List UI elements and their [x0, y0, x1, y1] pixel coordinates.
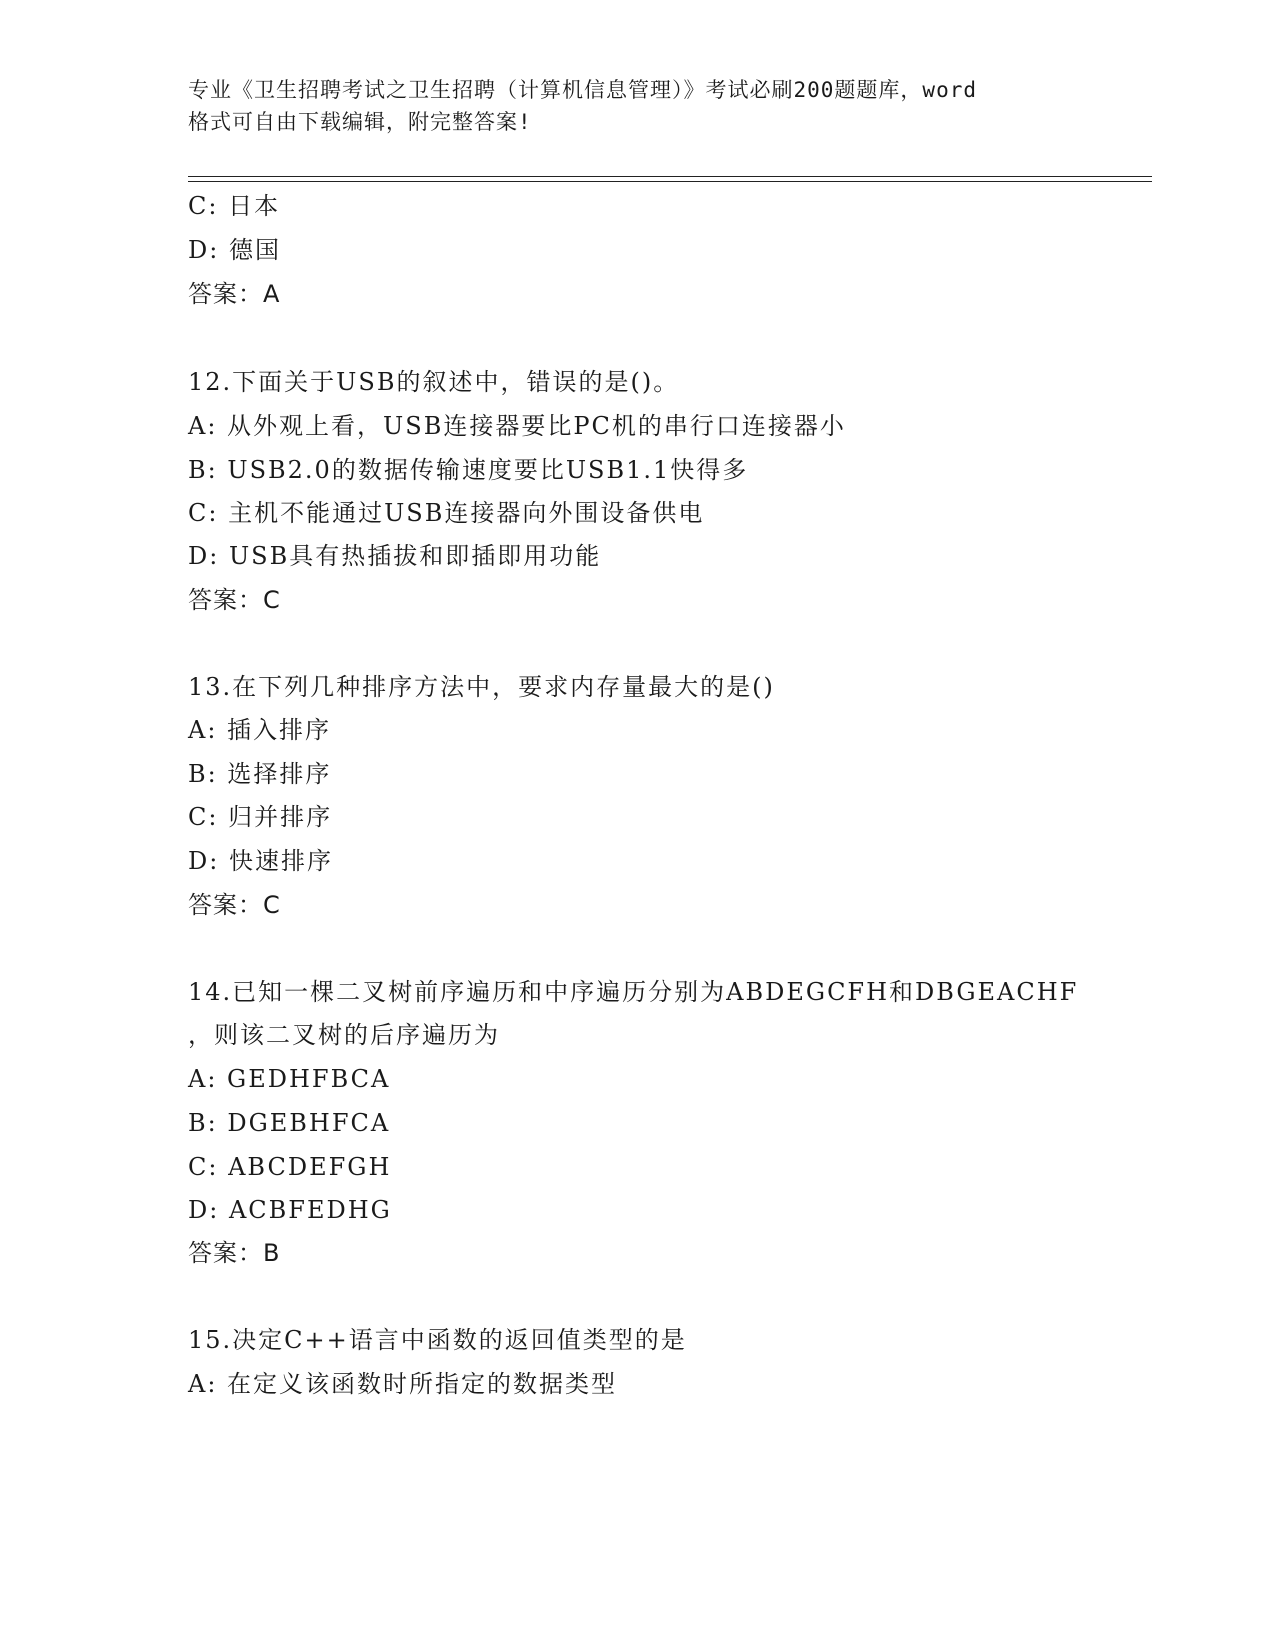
- q11-option-d: D: 德国: [188, 236, 281, 264]
- q14-option-b: B: DGEBHFCA: [188, 1109, 391, 1137]
- q15-stem: 15.决定C++语言中函数的返回值类型的是: [188, 1326, 687, 1354]
- q14-stem-line-1: 14.已知一棵二叉树前序遍历和中序遍历分别为ABDEGCFH和DBGEACHF: [188, 978, 1079, 1006]
- q14-option-c: C: ABCDEFGH: [188, 1153, 392, 1181]
- q14-answer: 答案：B: [188, 1239, 281, 1267]
- header-line-2: 格式可自由下载编辑，附完整答案!: [188, 110, 532, 134]
- q12-option-a: A: 从外观上看，USB连接器要比PC机的串行口连接器小: [188, 412, 846, 440]
- header-divider-top: [188, 176, 1152, 177]
- q11-option-c: C: 日本: [188, 192, 281, 220]
- q14-option-d: D: ACBFEDHG: [188, 1196, 392, 1224]
- q13-option-c: C: 归并排序: [188, 803, 333, 831]
- header-line-1: 专业《卫生招聘考试之卫生招聘（计算机信息管理）》考试必刷200题题库，word: [188, 78, 977, 102]
- q13-option-b: B: 选择排序: [188, 760, 332, 788]
- q13-answer: 答案：C: [188, 891, 281, 919]
- q12-option-b: B: USB2.0的数据传输速度要比USB1.1快得多: [188, 456, 749, 484]
- q12-option-c: C: 主机不能通过USB连接器向外围设备供电: [188, 499, 705, 527]
- q13-option-d: D: 快速排序: [188, 847, 333, 875]
- q11-answer: 答案：A: [188, 280, 281, 308]
- q14-stem-line-2: ，则该二叉树的后序遍历为: [188, 1021, 500, 1049]
- q12-option-d: D: USB具有热插拔和即插即用功能: [188, 542, 602, 570]
- document-header: [188, 74, 1088, 138]
- q13-option-a: A: 插入排序: [188, 716, 332, 744]
- q14-option-a: A: GEDHFBCA: [188, 1065, 391, 1093]
- q15-option-a: A: 在定义该函数时所指定的数据类型: [188, 1370, 618, 1398]
- q13-stem: 13.在下列几种排序方法中，要求内存量最大的是(): [188, 673, 775, 701]
- q12-answer: 答案：C: [188, 586, 281, 614]
- header-divider-bottom: [188, 181, 1152, 182]
- q12-stem: 12.下面关于USB的叙述中，错误的是()。: [188, 368, 680, 396]
